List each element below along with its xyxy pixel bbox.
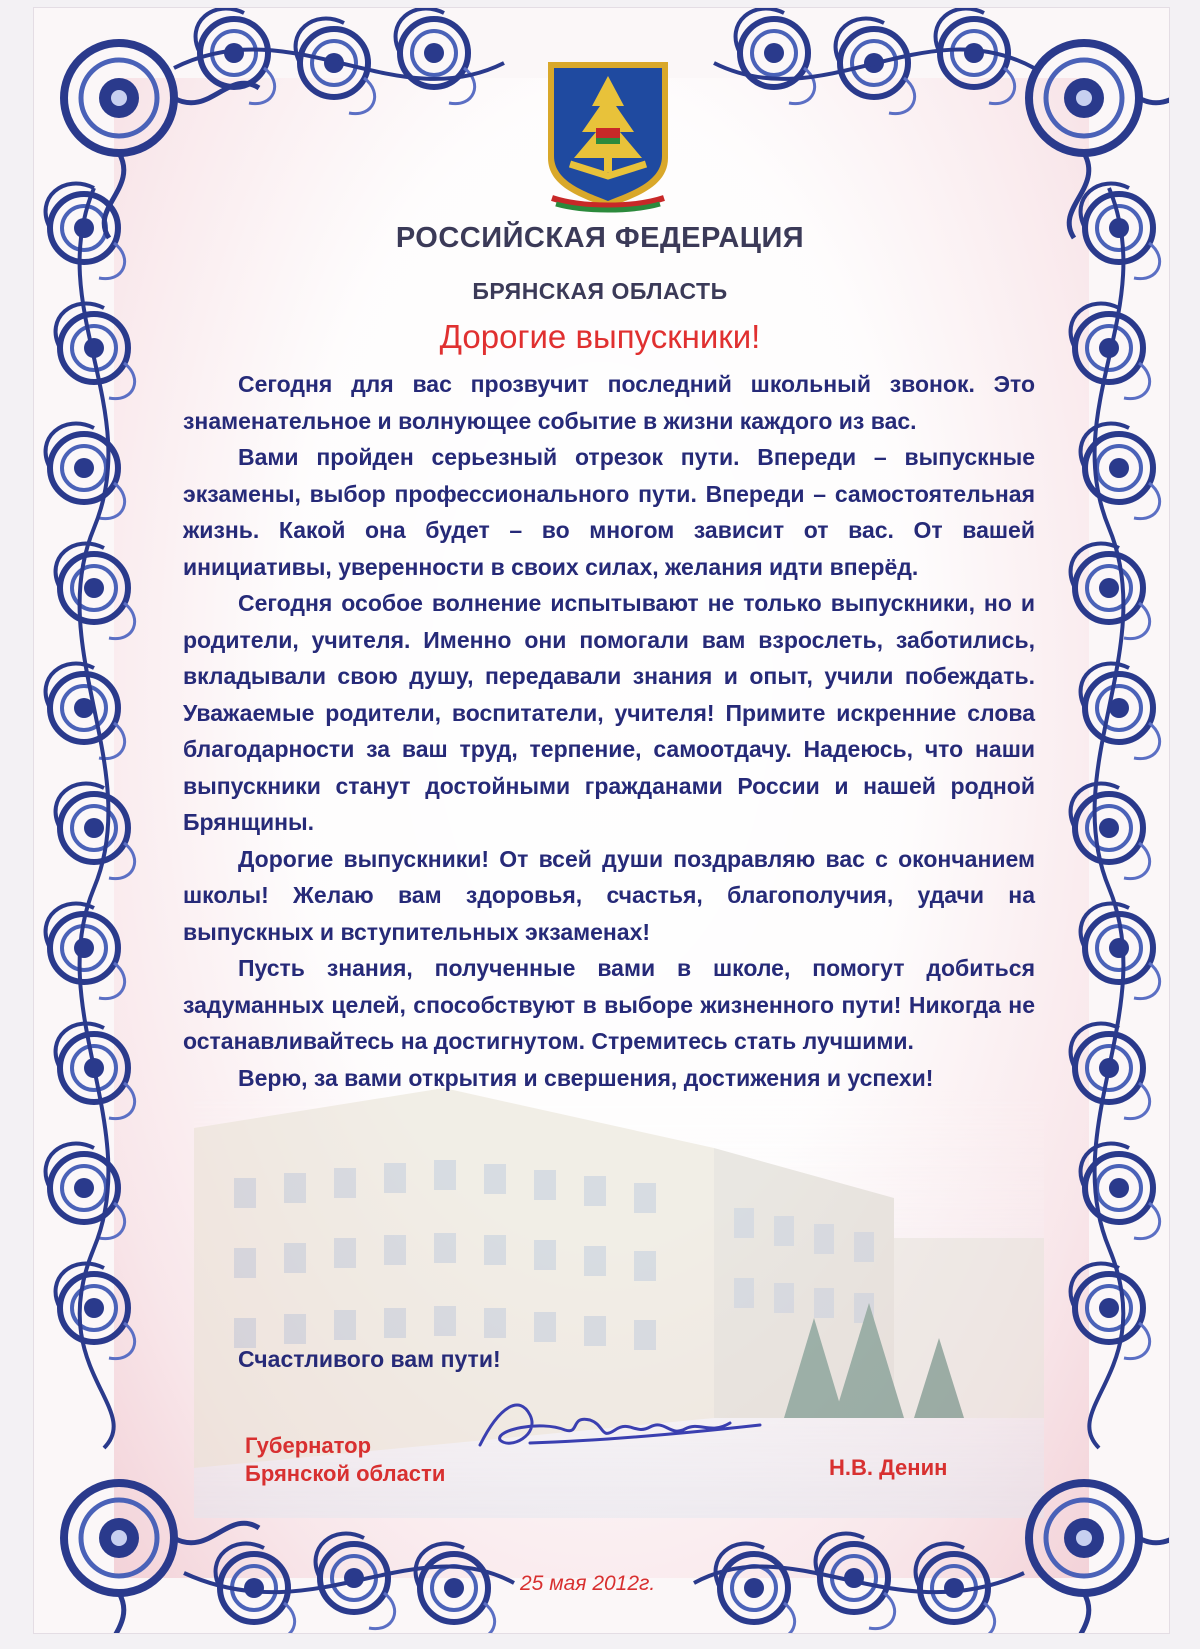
paragraph: Пусть знания, полученные вами в школе, помогут добиться задуманных целей, способствуют в выборе жизненного пути! Никогда не останавливайтесь на достигнутом. Стремитесь стать лучшими. [183,955,1035,1054]
region-title: БРЯНСКАЯ ОБЛАСТЬ [472,278,728,304]
bryansk-coat-of-arms-icon [542,58,674,213]
paragraph: Дорогие выпускники! От всей души поздравляю вас с окончанием школы! Желаю вам здоровья, счастья, благополучия, удачи на выпускных и вступительных экзаменах! [183,845,1035,945]
closing-line: Счастливого вам пути! [238,1346,501,1372]
paragraph: Сегодня для вас прозвучит последний школьный звонок. Это знаменательное и волнующее событие в жизни каждого из вас. [183,371,1035,434]
paragraph: Верю, за вами открытия и свершения, достижения и успехи! [238,1064,934,1091]
handwritten-signature [470,1385,770,1465]
letter-date: 25 мая 2012г. [520,1572,656,1595]
signer-name: Н.В. Денин [829,1455,948,1480]
paragraph: Сегодня особое волнение испытывают не только выпускники, но и родители, учителя. Именно они помогали вам взрослеть, заботились, вкладывали свою душу, передавали знания и опыт, учили побеждать. Уважаемые родители, воспитатели, учителя! Примите искренние слова благодарности за ваш труд, терпение, самоотдачу. Надеюсь, что наши выпускники станут достойными гражданами России и нашей родной Брянщины. [183,590,1035,835]
country-title: РОССИЙСКАЯ ФЕДЕРАЦИЯ [395,222,805,254]
paragraph: Вами пройден серьезный отрезок пути. Впереди – выпускные экзамены, выбор профессионального пути. Впереди – самостоятельная жизнь. Какой она будет – во многом зависит от вас. От вашей инициативы, уверенности в своих силах, желания идти вперёд. [183,444,1035,580]
letter-body [183,366,1035,1096]
signer-title-line2: Брянской области [245,1461,446,1486]
signer-title-line1: Губернатор [245,1433,372,1458]
greeting-heading: Дорогие выпускники! [439,318,761,355]
signer-title [245,1432,445,1488]
